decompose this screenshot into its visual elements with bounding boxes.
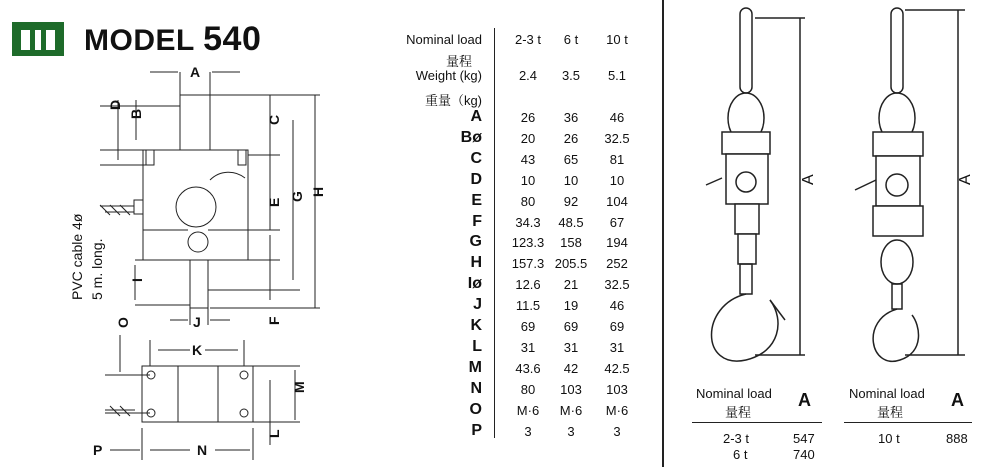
dimension-value: 32.5 — [604, 277, 630, 293]
hook-right-label-cn: 量程 — [877, 405, 904, 420]
dimension-value: 31 — [609, 339, 625, 355]
hook-left-load-1: 6 t — [733, 447, 748, 462]
column-header: 10 t — [606, 32, 628, 47]
dimension-label: Bø — [460, 128, 482, 146]
dimension-value: M·6 — [605, 402, 629, 418]
weight-label: Weight (kg) — [415, 68, 482, 83]
dimension-value: 123.3 — [511, 235, 545, 251]
dim-label-l: L — [266, 429, 282, 438]
dimension-value: 69 — [609, 319, 625, 334]
dimension-value: 20 — [520, 130, 536, 146]
dimension-value: 32.5 — [604, 130, 630, 146]
weight-value: 3.5 — [561, 68, 581, 83]
dimension-value: 26 — [563, 130, 579, 146]
dimension-value: 205.5 — [554, 256, 588, 272]
model-prefix: MODEL — [84, 24, 195, 57]
dimension-value: 11.5 — [515, 298, 541, 314]
dimension-value: 103 — [606, 381, 628, 397]
dim-label-e: E — [266, 197, 282, 207]
dimension-value: 80 — [520, 193, 536, 209]
dimension-label: G — [469, 233, 482, 251]
dimension-value: 31 — [563, 339, 579, 355]
dimension-value: 80 — [520, 381, 536, 397]
dimension-label: N — [470, 379, 482, 397]
dim-label-g: G — [289, 191, 305, 202]
dim-label-m: M — [291, 381, 307, 393]
dim-label-c: C — [266, 114, 282, 125]
hook-right-load-0: 10 t — [878, 431, 900, 446]
dimension-label: P — [471, 421, 482, 439]
crane-scale-drawing — [664, 0, 995, 380]
cable-note-line1: PVC cable 4ø — [69, 213, 85, 300]
dimension-label: K — [470, 317, 482, 334]
dimension-value: 31 — [520, 339, 536, 355]
table-divider — [494, 28, 495, 438]
dim-label-p: P — [93, 442, 103, 458]
dim-label-k: K — [192, 342, 203, 358]
dim-label-o: O — [115, 317, 131, 328]
hook-right-a-0: 888 — [946, 431, 968, 446]
dimension-label: C — [470, 149, 482, 167]
dimension-value: 92 — [563, 193, 579, 209]
dimension-value: 42.5 — [604, 360, 630, 376]
dimension-label: H — [470, 254, 482, 272]
dimension-label: E — [471, 191, 482, 209]
dim-label-d: D — [107, 99, 123, 110]
dimension-value: 26 — [520, 110, 536, 125]
dimension-value: M·6 — [516, 402, 540, 418]
dimension-label: F — [472, 212, 482, 230]
dim-label-h: H — [310, 186, 326, 197]
dimension-label: O — [469, 400, 482, 418]
hook-right-col-head: A — [951, 390, 964, 410]
dimension-value: 158 — [560, 235, 582, 251]
hook-left-label-cn: 量程 — [725, 405, 752, 420]
dimension-value: 46 — [609, 110, 625, 125]
dimension-value: 34.3 — [515, 214, 541, 230]
brand-logo-icon — [12, 22, 64, 56]
dimension-value: 3 — [613, 423, 621, 439]
dimension-value: 21 — [563, 277, 579, 293]
hook-left-load-0: 2-3 t — [723, 431, 750, 446]
hook-left-label: Nominal load — [696, 386, 772, 401]
dim-label-f: F — [266, 316, 282, 325]
dimension-value: 69 — [563, 319, 579, 334]
dimension-value: 67 — [609, 214, 625, 230]
dim-label-j: J — [193, 314, 201, 330]
hook-left-a-0: 547 — [793, 431, 815, 446]
dimension-value: 10 — [609, 172, 625, 188]
dim-label-i: I — [129, 278, 145, 282]
hook-dim-label-right: A — [957, 174, 974, 185]
dimension-value: 36 — [563, 110, 579, 125]
dimension-value: 48.5 — [558, 214, 584, 230]
dimension-value: 3 — [567, 423, 575, 439]
column-header: 2-3 t — [514, 32, 541, 47]
load-cell-drawing — [0, 60, 340, 467]
dimension-value: 157.3 — [511, 256, 545, 272]
header-label-cn: 量程 — [445, 54, 472, 69]
dim-label-a: A — [190, 64, 201, 80]
dimension-value: 3 — [524, 423, 532, 439]
dimension-value: 43 — [520, 151, 536, 167]
dimension-value: 12.6 — [515, 277, 541, 293]
dim-label-n: N — [197, 442, 208, 458]
dimension-value: 10 — [520, 172, 536, 188]
dimension-value: M·6 — [559, 402, 583, 418]
hook-right-rule — [844, 422, 972, 423]
weight-value: 5.1 — [607, 68, 627, 83]
dim-label-b: B — [128, 108, 144, 119]
dimension-value: 65 — [563, 151, 579, 167]
weight-value: 2.4 — [518, 68, 538, 83]
dimension-value: 10 — [563, 172, 579, 188]
dimension-value: 43.6 — [515, 360, 541, 376]
column-header: 6 t — [563, 32, 579, 47]
dimension-value: 69 — [520, 319, 536, 334]
hook-left-a-1: 740 — [793, 447, 815, 462]
weight-label-cn: 重量（kg) — [424, 93, 482, 108]
dimension-label: M — [468, 358, 482, 376]
dimension-value: 42 — [563, 360, 579, 376]
hook-right-label: Nominal load — [849, 386, 925, 401]
dimension-label: L — [472, 337, 482, 355]
hook-left-col-head: A — [798, 390, 811, 410]
dimension-label: D — [470, 170, 482, 188]
page-title — [84, 20, 261, 59]
cable-note-line2: 5 m. long. — [89, 238, 105, 300]
model-number: 540 — [203, 20, 262, 58]
dimension-value: 19 — [563, 298, 579, 314]
dimension-label: A — [470, 108, 482, 125]
dimension-label: J — [473, 296, 482, 314]
header-label: Nominal load — [406, 32, 482, 47]
dimension-value: 252 — [606, 256, 628, 272]
dimension-value: 104 — [606, 193, 628, 209]
hook-left-rule — [692, 422, 822, 423]
dimension-value: 194 — [606, 235, 628, 251]
dimension-value: 46 — [609, 298, 625, 314]
dimension-label: Iø — [467, 275, 482, 293]
dimension-value: 103 — [560, 381, 582, 397]
hook-dim-label-left: A — [800, 174, 817, 185]
dimension-value: 81 — [609, 151, 625, 167]
